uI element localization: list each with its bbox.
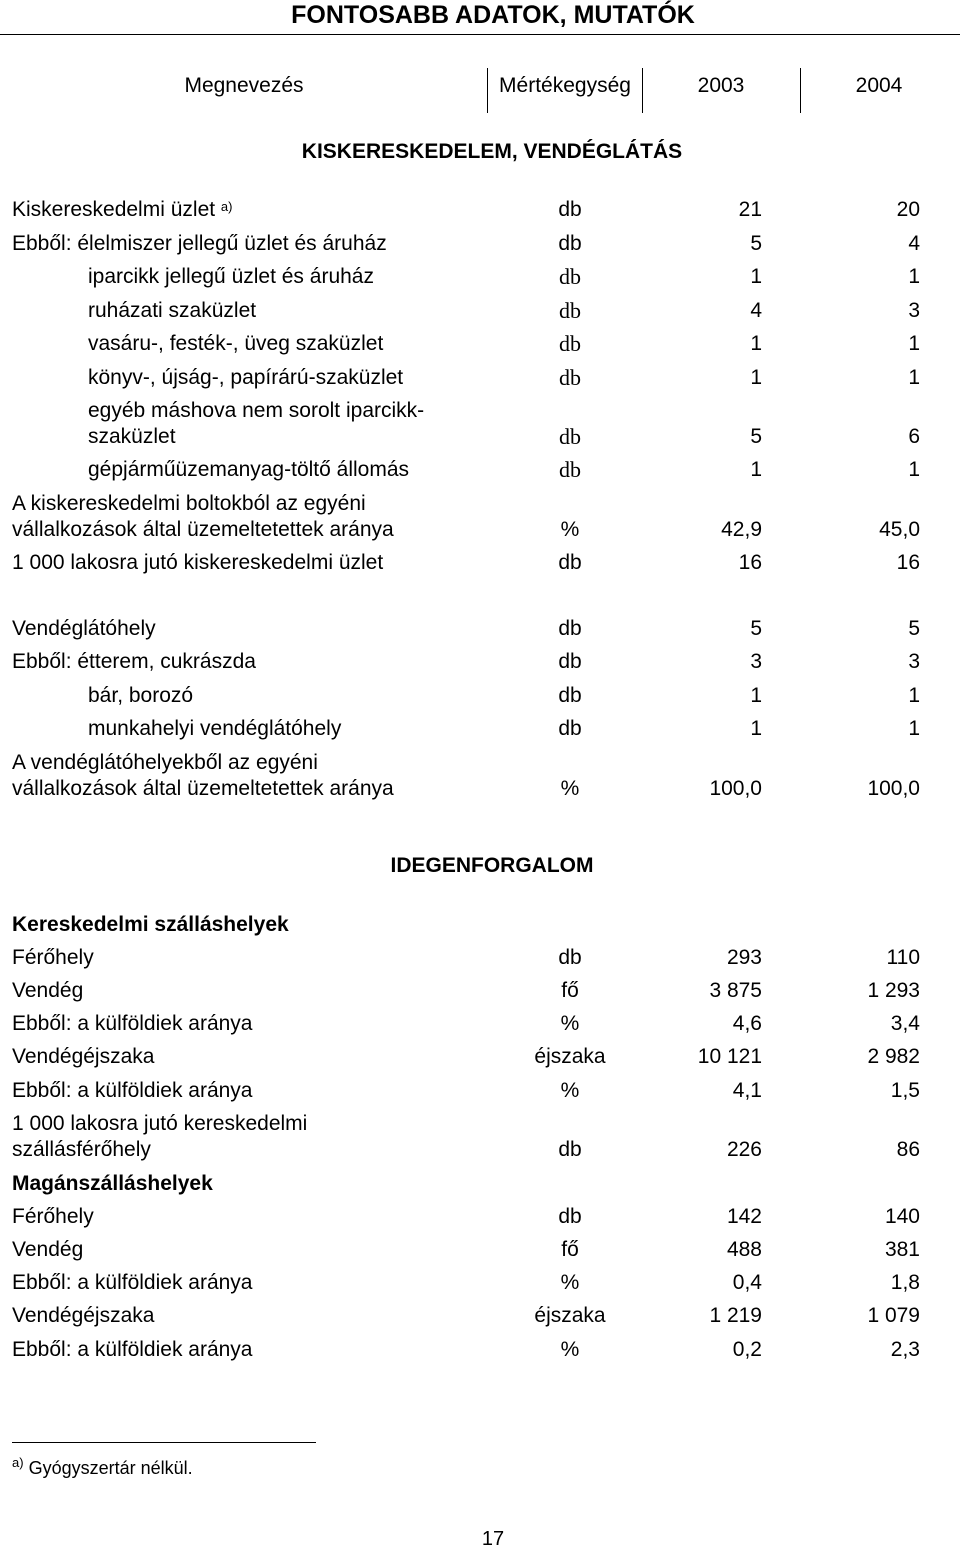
row-unit: %	[560, 1338, 580, 1361]
table-row	[0, 649, 960, 675]
row-unit: db	[559, 264, 581, 289]
row-value-2003: 16	[738, 551, 762, 574]
row-value-2003: 5	[750, 617, 762, 640]
row-label: gépjárműüzemanyag-töltő állomás	[88, 458, 409, 481]
row-unit: db	[559, 424, 581, 449]
row-value-2004: 381	[884, 1238, 920, 1261]
row-unit: fő	[561, 979, 579, 1002]
row-value-2004: 6	[908, 425, 920, 448]
table-row	[0, 616, 960, 642]
row-value-2003: 1	[750, 332, 762, 355]
row-unit: db	[558, 232, 582, 255]
row-value-2004: 110	[886, 946, 920, 969]
row-unit: éjszaka	[534, 1045, 606, 1068]
row-label: vállalkozások által üzemeltetettek aránya	[12, 518, 394, 541]
row-value-2004: 2,3	[890, 1338, 920, 1361]
table-row	[0, 1303, 960, 1329]
row-value-2003: 3	[750, 650, 762, 673]
row-unit: db	[559, 457, 581, 482]
row-value-2004: 140	[884, 1205, 920, 1228]
row-value-2004: 1,5	[890, 1079, 920, 1102]
row-label: Vendégéjszaka	[12, 1304, 155, 1327]
row-value-2003: 226	[726, 1138, 762, 1161]
row-unit: %	[560, 1271, 580, 1294]
row-value-2004: 2 982	[867, 1045, 920, 1068]
row-value-2004: 16	[896, 551, 920, 574]
row-value-2003: 1	[750, 265, 762, 288]
row-label: 1 000 lakosra jutó kereskedelmi	[12, 1112, 308, 1135]
row-value-2003: 100,0	[709, 777, 762, 800]
row-label: vasáru-, festék-, üveg szaküzlet	[88, 332, 384, 355]
row-unit: db	[558, 1205, 582, 1228]
row-value-2004: 3	[908, 650, 920, 673]
row-label: Kereskedelmi szálláshelyek	[12, 913, 289, 936]
table-row	[0, 398, 960, 450]
table-row	[0, 1270, 960, 1296]
footnote	[12, 1455, 193, 1479]
row-value-2004: 86	[896, 1138, 920, 1161]
row-label: Magánszálláshelyek	[12, 1172, 213, 1195]
row-unit: %	[560, 1079, 580, 1102]
row-unit: %	[560, 518, 580, 541]
table-row	[0, 1237, 960, 1263]
row-value-2004: 4	[908, 232, 920, 255]
table-row	[0, 457, 960, 483]
row-value-2004: 3,4	[890, 1012, 920, 1035]
row-label: Vendéglátóhely	[12, 617, 156, 640]
row-label: Vendég	[12, 979, 84, 1002]
header-divider	[800, 68, 801, 113]
row-unit: db	[558, 1138, 582, 1161]
page-title: FONTOSABB ADATOK, MUTATÓK	[291, 1, 695, 29]
row-value-2003: 293	[726, 946, 762, 969]
row-unit: db	[559, 331, 581, 356]
row-label: Vendégéjszaka	[12, 1045, 155, 1068]
row-value-2003: 0,4	[732, 1271, 762, 1294]
row-label: Ebből: a külföldiek aránya	[12, 1271, 253, 1294]
page-number: 17	[481, 1528, 505, 1550]
header-divider	[642, 68, 643, 113]
row-value-2003: 42,9	[721, 518, 762, 541]
row-label: könyv-, újság-, papírárú-szaküzlet	[88, 366, 404, 389]
footnote-marker: a)	[220, 199, 233, 214]
row-label: 1 000 lakosra jutó kiskereskedelmi üzlet	[12, 551, 384, 574]
table-row	[0, 264, 960, 290]
row-label: Ebből: élelmiszer jellegű üzlet és áruház	[12, 232, 387, 255]
row-unit: éjszaka	[534, 1304, 606, 1327]
row-value-2003: 1 219	[709, 1304, 762, 1327]
row-value-2004: 1 079	[867, 1304, 920, 1327]
row-label: szaküzlet	[88, 425, 176, 448]
table-row	[0, 1044, 960, 1070]
row-label: bár, borozó	[88, 684, 194, 707]
row-value-2004: 1	[908, 458, 920, 481]
footnote-text: Gyógyszertár nélkül.	[23, 1458, 193, 1478]
row-value-2003: 21	[738, 198, 762, 221]
row-value-2003: 1	[750, 458, 762, 481]
row-value-2004: 1	[908, 366, 920, 389]
row-unit: db	[559, 298, 581, 323]
row-value-2004: 5	[908, 617, 920, 640]
row-unit: fő	[561, 1238, 579, 1261]
row-label: iparcikk jellegű üzlet és áruház	[88, 265, 374, 288]
row-unit: db	[558, 198, 582, 221]
row-value-2003: 0,2	[732, 1338, 762, 1361]
row-value-2004: 1 293	[867, 979, 920, 1002]
table-row	[0, 716, 960, 742]
table-row	[0, 750, 960, 802]
table-row	[0, 365, 960, 391]
row-unit: %	[560, 1012, 580, 1035]
table-row	[0, 1204, 960, 1230]
table-row	[0, 331, 960, 357]
subheading-private-accommodation	[0, 1171, 960, 1197]
row-value-2004: 1	[908, 265, 920, 288]
row-value-2004: 1	[908, 684, 920, 707]
table-row	[0, 978, 960, 1004]
table-row	[0, 1011, 960, 1037]
row-label: szállásférőhely	[12, 1138, 151, 1161]
row-unit: db	[558, 551, 582, 574]
table-row	[0, 231, 960, 257]
row-value-2003: 10 121	[697, 1045, 762, 1068]
row-unit: %	[560, 777, 580, 800]
table-row	[0, 1337, 960, 1363]
row-value-2004: 3	[908, 299, 920, 322]
row-unit: db	[558, 617, 582, 640]
table-row	[0, 683, 960, 709]
row-unit: db	[558, 717, 582, 740]
row-label: ruházati szaküzlet	[88, 299, 257, 322]
row-unit: db	[559, 365, 581, 390]
row-value-2003: 1	[750, 684, 762, 707]
row-value-2003: 5	[750, 232, 762, 255]
table-row	[0, 197, 960, 223]
row-value-2003: 4,6	[732, 1012, 762, 1035]
table-row	[0, 298, 960, 324]
row-label: Férőhely	[12, 1205, 94, 1228]
row-value-2003: 1	[750, 717, 762, 740]
section-heading-retail: KISKERESKEDELEM, VENDÉGLÁTÁS	[301, 140, 683, 163]
row-label: Férőhely	[12, 946, 94, 969]
row-value-2004: 1	[908, 717, 920, 740]
row-value-2003: 3 875	[709, 979, 762, 1002]
row-label: egyéb máshova nem sorolt iparcikk-	[88, 399, 425, 422]
table-row	[0, 491, 960, 543]
row-value-2003: 142	[726, 1205, 762, 1228]
header-name: Megnevezés	[184, 74, 304, 97]
footnote-marker: a)	[12, 1455, 24, 1470]
row-label: Ebből: a külföldiek aránya	[12, 1338, 253, 1361]
row-label: vállalkozások által üzemeltetettek aránya	[12, 777, 394, 800]
header-year-2003: 2003	[697, 74, 745, 97]
table-row	[0, 1078, 960, 1104]
row-label: munkahelyi vendéglátóhely	[88, 717, 342, 740]
header-year-2004: 2004	[855, 74, 903, 97]
row-value-2003: 4,1	[732, 1079, 762, 1102]
header-unit: Mértékegység	[499, 74, 631, 97]
footnote-rule	[12, 1442, 316, 1443]
section-heading-tourism: IDEGENFORGALOM	[390, 854, 594, 877]
table-row	[0, 1111, 960, 1163]
row-value-2004: 1,8	[890, 1271, 920, 1294]
row-value-2004: 45,0	[879, 518, 920, 541]
row-unit: db	[558, 946, 582, 969]
header-rule	[0, 34, 960, 35]
table-row	[0, 550, 960, 576]
header-divider	[487, 68, 488, 113]
table-header	[0, 66, 960, 106]
row-label: A kiskereskedelmi boltokból az egyéni	[12, 492, 366, 515]
row-value-2003: 4	[750, 299, 762, 322]
row-label: Ebből: étterem, cukrászda	[12, 650, 256, 673]
row-label: Ebből: a külföldiek aránya	[12, 1012, 253, 1035]
row-label: Vendég	[12, 1238, 84, 1261]
row-value-2004: 100,0	[867, 777, 920, 800]
row-label: A vendéglátóhelyekből az egyéni	[12, 751, 318, 774]
row-label: Kiskereskedelmi üzlet $^{a)}$	[12, 198, 233, 221]
row-unit: db	[558, 650, 582, 673]
subheading-commercial-accommodation	[0, 912, 960, 938]
row-value-2004: 1	[908, 332, 920, 355]
row-unit: db	[558, 684, 582, 707]
row-value-2003: 488	[726, 1238, 762, 1261]
row-value-2004: 20	[896, 198, 920, 221]
row-value-2003: 5	[750, 425, 762, 448]
row-label: Ebből: a külföldiek aránya	[12, 1079, 253, 1102]
row-value-2003: 1	[750, 366, 762, 389]
table-row	[0, 945, 960, 971]
